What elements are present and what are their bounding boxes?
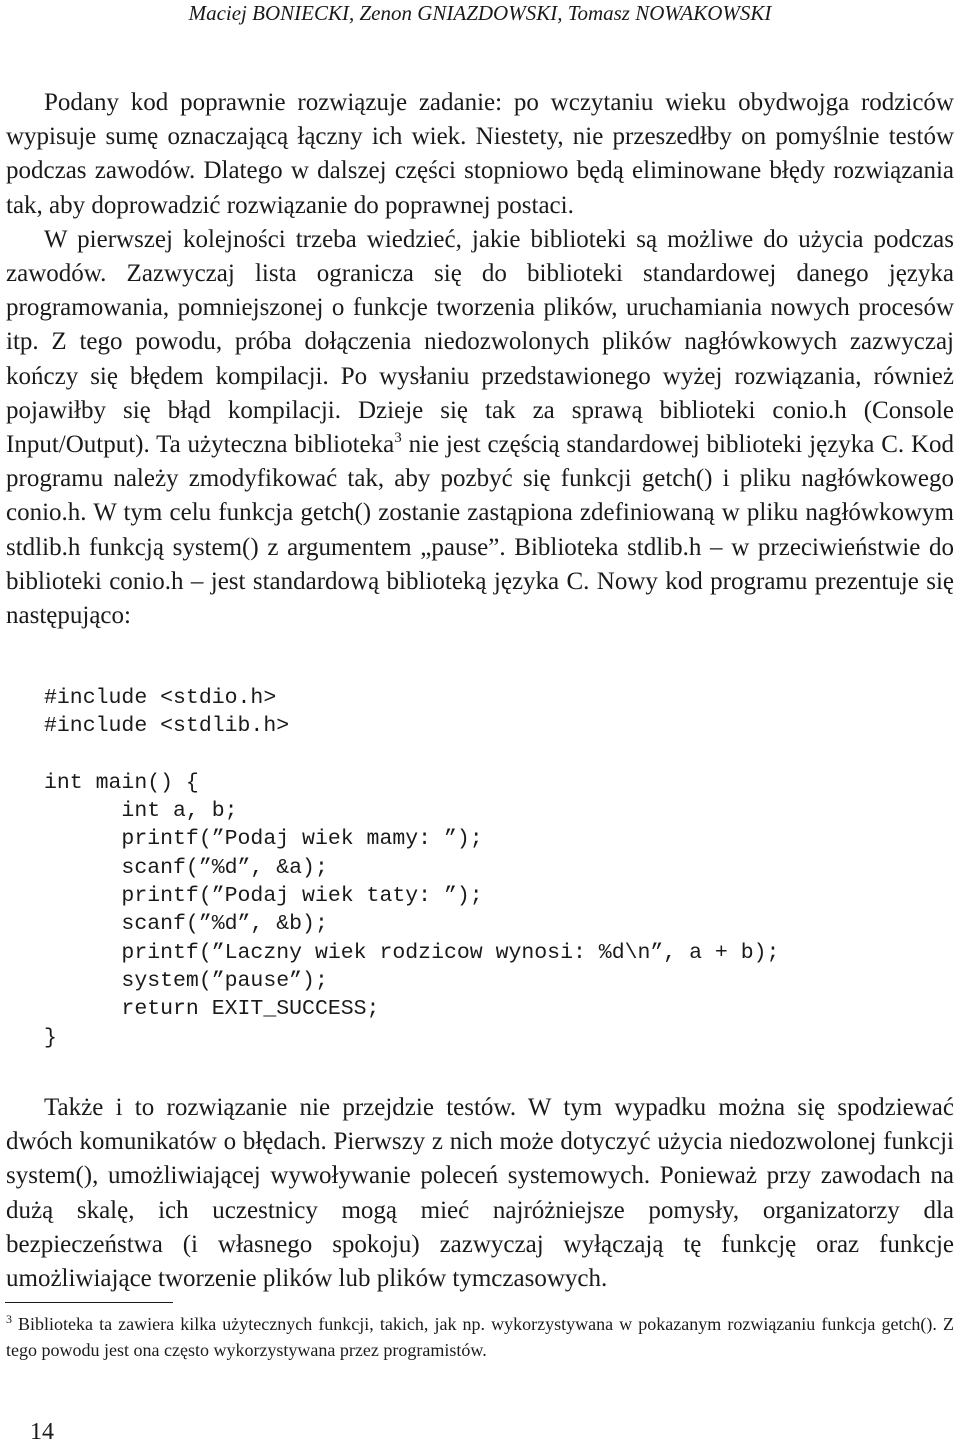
code-line: } [44,1025,57,1050]
code-line: int main() { [44,770,199,795]
code-line: #include <stdio.h> [44,686,277,710]
code-listing [44,684,779,1052]
footnote-text: Biblioteka ta zawiera kilka użytecznych funkcji, takich, jak np. wykorzystywana w pokazanym rozwiązaniu funkcja getch(). Z tego powodu jest ona często wykorzystywana przez programistów. [6,1314,954,1360]
code-line: scanf(”%d”, &a); [44,855,328,880]
paragraph-tests [6,1091,954,1296]
footnote-reference[interactable]: 3 [394,430,402,447]
code-line: return EXIT_SUCCESS; [44,997,380,1022]
code-line: int a, b; [44,799,238,824]
code-line: printf(”Podaj wiek mamy: ”); [44,827,483,852]
code-line: printf(”Laczny wiek rodzicow wynosi: %d\n”, a + b); [44,940,780,965]
paragraph-intro [6,86,954,633]
footnote [6,1311,954,1363]
paragraph-libraries [6,223,954,633]
paragraph-intro-text: Podany kod poprawnie rozwiązuje zadanie: po wczytaniu wieku obydwojga rodziców wypisuje sumę oznaczającą łączny ich wiek. Niestety, nie przeszedłby on pomyślnie testów podczas zawodów. Dlatego w dalszej części stopniowo będą eliminowane błędy rozwiązania tak, aby doprowadzić rozwiązanie do poprawnej postaci. [6,89,954,219]
code-line: printf(”Podaj wiek taty: ”); [44,884,483,909]
paragraph-tests-body [6,1091,954,1296]
running-header [0,0,960,26]
footnote-number: 3 [6,1312,12,1326]
page-number: 14 [30,1419,54,1445]
paragraph-libraries-text: W pierwszej kolejności trzeba wiedzieć, jakie biblioteki są możliwe do użycia podczas zawodów. Zazwyczaj lista ogranicza się do biblioteki standardowej danego języka programowania, pomniejszonej o funkcje tworzenia plików, uruchamiania nowych procesów itp. Z tego powodu, próba dołączenia niedozwolonych plików nagłówkowych zazwyczaj kończy się błędem kompilacji. Po wysłaniu przedstawionego wyżej rozwiązania, również pojawiłby się błąd kompilacji. Dzieje się tak za sprawą biblioteki conio.h (Console Input/Output). Ta użyteczna biblioteka [6,225,954,459]
code-line: #include <stdlib.h> [44,714,290,739]
code-line: system(”pause”); [44,968,328,993]
paragraph-libraries-text-cont: nie jest częścią standardowej biblioteki języka C. Kod programu należy zmodyfikować tak, aby pozbyć się funkcji getch() i pliku nagłówkowego conio.h. W tym celu funkcja getch() zostanie zastąpiona zdefiniowaną w pliku nagłówkowym stdlib.h funkcją system() z argumentem „pause”. Biblioteka stdlib.h – w przeciwieństwie do biblioteki conio.h – jest standardową biblioteką języka C. Nowy kod programu prezentuje się następująco: [6,431,954,630]
header-authors: Maciej BONIECKI, Zenon GNIAZDOWSKI, Tomasz NOWAKOWSKI [188,1,772,25]
footnote-separator [5,1302,173,1303]
code-line [44,741,779,769]
paragraph-intro-part1 [6,86,954,223]
code-line: scanf(”%d”, &b); [44,912,328,937]
paragraph-tests-text: Także i to rozwiązanie nie przejdzie testów. W tym wypadku można się spodziewać dwóch komunikatów o błędach. Pierwszy z nich może dotyczyć użycia niedozwolonej funkcji system(), umożliwiającej wywoływanie poleceń systemowych. Ponieważ przy zawodach na dużą skalę, ich uczestnicy mogą mieć najróżniejsze pomysły, organizatorzy dla bezpieczeństwa (i własnego spokoju) zazwyczaj wyłączają tę funkcję oraz funkcje umożliwiające tworzenie plików lub plików tymczasowych. [6,1094,954,1293]
